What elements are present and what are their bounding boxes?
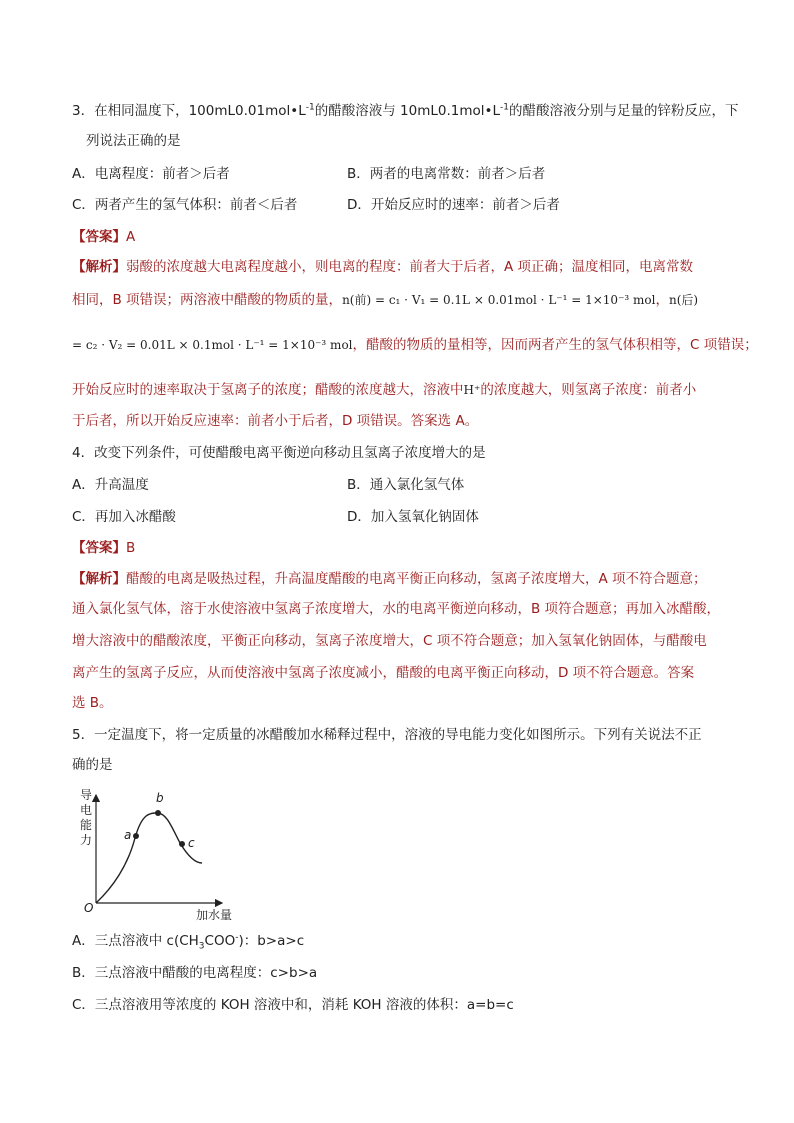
- q4-analysis-text1: 醋酸的电离是吸热过程，升高温度醋酸的电离平衡正向移动，氢离子浓度增大，A 项不符合题意；: [126, 571, 707, 587]
- q3-analysis-label: 【解析】: [72, 259, 126, 275]
- point-c-label: c: [188, 836, 195, 850]
- q4-answer-label: 【答案】: [72, 540, 126, 556]
- q4-option-b: B．通入氯化氢气体: [347, 477, 465, 493]
- q5-option-b: B．三点溶液中醋酸的电离程度：c>b>a: [72, 965, 318, 981]
- q3-analysis-text1: 弱酸的浓度越大电离程度越小，则电离的程度：前者大于后者，A 项正确；温度相同，电离常数: [126, 259, 694, 275]
- q3-analysis-line2: [72, 290, 698, 310]
- q5-option-a-sub: 3: [198, 941, 205, 952]
- q3-analysis-line5: 于后者，所以开始反应速率：前者小于后者，D 项错误。答案选 A。: [72, 413, 479, 429]
- q4-stem: 4．改变下列条件，可使醋酸电离平衡逆向移动且氢离子浓度增大的是: [72, 445, 486, 461]
- q4-option-c: C．再加入冰醋酸: [72, 509, 176, 525]
- point-a-marker: [133, 833, 139, 839]
- q3-stem-sup1: -1: [305, 102, 315, 113]
- q4-analysis-line5: 选 B。: [72, 695, 113, 711]
- point-b-label: b: [156, 791, 164, 805]
- conductivity-figure: [72, 783, 252, 923]
- y-label-4: 力: [80, 833, 93, 847]
- q3-analysis-text4b: 的浓度越大，则氢离子浓度：前者小: [480, 382, 697, 398]
- q3-stem-text-a: 3．在相同温度下，100mL0.01mol•L: [72, 103, 306, 119]
- q4-answer: [72, 538, 135, 558]
- q3-stem-line2: 列说法正确的是: [86, 133, 181, 149]
- q4-analysis-label: 【解析】: [72, 571, 126, 587]
- q4-answer-value: B: [126, 540, 136, 556]
- q4-analysis-line3: 增大溶液中的醋酸浓度，平衡正向移动，氢离子浓度增大，C 项不符合题意；加入氢氧化钠固体，与醋酸电: [72, 633, 707, 649]
- q4-analysis-line2: 通入氯化氢气体，溶于水使溶液中氢离子浓度增大，水的电离平衡逆向移动，B 项符合题意；再加入冰醋酸，: [72, 601, 721, 617]
- q3-analysis-line3: [72, 335, 758, 355]
- q3-answer-value: A: [126, 229, 136, 245]
- q3-option-d: D．开始反应时的速率：前者＞后者: [347, 197, 560, 213]
- q3-answer-label: 【答案】: [72, 229, 126, 245]
- q5-option-a-post: )：b>a>c: [238, 933, 305, 949]
- q3-analysis-line4: [72, 380, 696, 400]
- q5-option-c: C．三点溶液用等浓度的 KOH 溶液中和，消耗 KOH 溶液的体积：a=b=c: [72, 997, 514, 1013]
- q4-option-d: D．加入氢氧化钠固体: [347, 509, 479, 525]
- q3-stem-text-c: 的醋酸溶液分别与足量的锌粉反应，下: [508, 103, 739, 119]
- q3-analysis-formula4: H⁺: [463, 383, 481, 397]
- q5-stem-line1: 5．一定温度下，将一定质量的冰醋酸加水稀释过程中，溶液的导电能力变化如图所示。下列有关说法不正: [72, 727, 702, 743]
- q5-option-a-mid: COO: [204, 933, 236, 949]
- q3-option-b: B．两者的电离常数：前者＞后者: [347, 166, 546, 182]
- y-label-2: 电: [80, 803, 93, 817]
- y-label-1: 导: [80, 788, 93, 802]
- q3-analysis-text3: ，醋酸的物质的量相等，因而两者产生的氢气体积相等，C 项错误；: [352, 337, 758, 353]
- q3-analysis-formula2: n(后): [668, 293, 699, 307]
- conductivity-curve: [96, 813, 202, 903]
- q3-analysis-formula1: n(前) = c₁ · V₁ = 0.1L × 0.01mol · L⁻¹ = 1×10⁻³ mol: [342, 293, 656, 307]
- q4-analysis-line1: [72, 569, 707, 589]
- point-a-label: a: [124, 828, 132, 842]
- q3-analysis-formula3: = c₂ · V₂ = 0.01L × 0.1mol · L⁻¹ = 1×10⁻³ mol: [72, 338, 353, 352]
- q5-option-a: [72, 931, 304, 951]
- q3-option-c: C．两者产生的氢气体积：前者＜后者: [72, 197, 298, 213]
- q4-analysis-line4: 离产生的氢离子反应，从而使溶液中氢离子浓度减小，醋酸的电离平衡正向移动，D 项不符合题意。答案: [72, 665, 695, 681]
- q3-stem-text-b: 的醋酸溶液与 10mL0.1mol•L: [314, 103, 500, 119]
- x-axis-label: 加水量: [196, 908, 233, 922]
- point-c-marker: [179, 841, 185, 847]
- q3-analysis-sep: ，: [655, 292, 669, 308]
- q3-answer: [72, 227, 135, 247]
- q3-option-a: A．电离程度：前者＞后者: [72, 166, 230, 182]
- q3-analysis-text2: 相同，B 项错误；两溶液中醋酸的物质的量，: [72, 292, 343, 308]
- q3-analysis-line1: [72, 257, 693, 277]
- origin-label: O: [84, 901, 94, 915]
- q3-analysis-text4a: 开始反应时的速率取决于氢离子的浓度；醋酸的浓度越大，溶液中: [72, 382, 464, 398]
- q3-stem-line1: [72, 101, 738, 121]
- q5-option-a-sup: -: [235, 932, 239, 943]
- q3-stem-sup2: -1: [499, 102, 509, 113]
- point-b-marker: [155, 810, 161, 816]
- y-label-3: 能: [80, 818, 93, 832]
- q4-option-a: A．升高温度: [72, 477, 149, 493]
- q5-option-a-pre: A．三点溶液中 c(CH: [72, 933, 199, 949]
- q5-stem-line2: 确的是: [72, 757, 113, 773]
